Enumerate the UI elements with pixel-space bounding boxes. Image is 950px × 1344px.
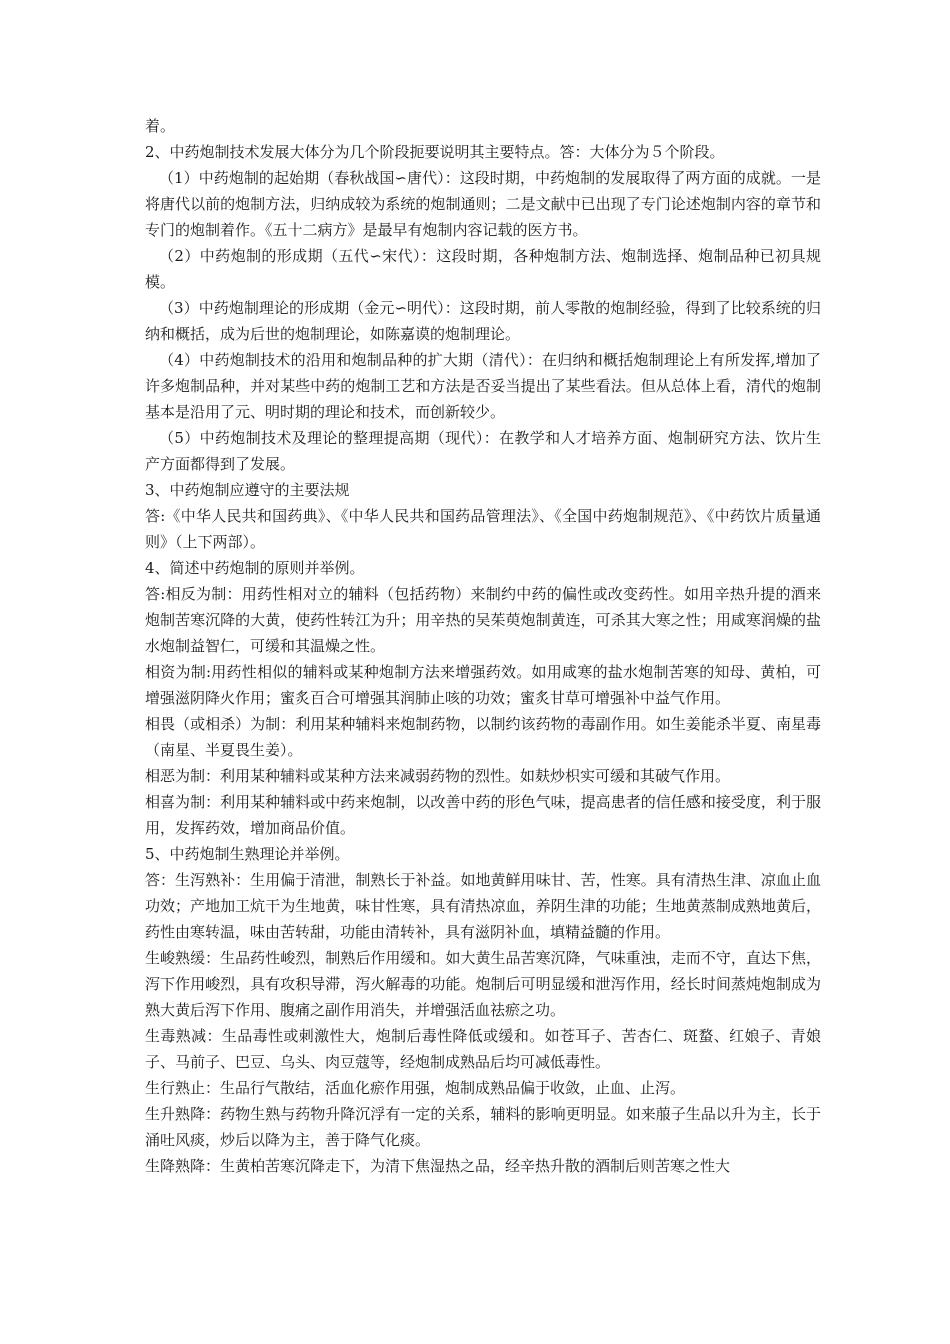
paragraph: （4）中药炮制技术的沿用和炮制品种的扩大期（清代）：在归纳和概括炮制理论上有所发挥,增加了许多炮制品种，并对某些中药的炮制工艺和方法是否妥当提出了某些看法。但从总体上看，清代的炮制基本是沿用了元、明时期的理论和技术，而创新较少。 (145, 351, 821, 421)
paragraph: 相喜为制：利用某种辅料或中药来炮制，以改善中药的形色气味，提高患者的信任感和接受度，利于服用，发挥药效，增加商品价值。 (145, 793, 821, 837)
paragraph: （1）中药炮制的起始期（春秋战国∽唐代）：这段时期，中药炮制的发展取得了两方面的成就。一是将唐代以前的炮制方法，归纳成较为系统的炮制通则；二是文献中已出现了专门论述炮制内容的章节和专门的炮制着作。《五十二病方》是最早有炮制内容记载的医方书。 (145, 169, 821, 239)
section-heading: 4、简述中药炮制的原则并举例。 (145, 559, 365, 577)
document-body (145, 113, 821, 1179)
paragraph: 生行熟止：生品行气散结，活血化瘀作用强，炮制成熟品偏于收敛，止血、止泻。 (145, 1079, 686, 1097)
paragraph: 生升熟降：药物生熟与药物升降沉浮有一定的关系，辅料的影响更明显。如来菔子生品以升为主，长于涌吐风痰，炒后以降为主，善于降气化痰。 (145, 1105, 821, 1149)
section-heading: 2、中药炮制技术发展大体分为几个阶段扼要说明其主要特点。答：大体分为５个阶段。 (145, 143, 725, 161)
paragraph: （3）中药炮制理论的形成期（金元∽明代）：这段时期，前人零散的炮制经验，得到了比较系统的归纳和概括，成为后世的炮制理论，如陈嘉谟的炮制理论。 (145, 299, 821, 343)
paragraph: 生毒熟减：生品毒性或刺激性大，炮制后毒性降低或缓和。如苍耳子、苦杏仁、斑蝥、红娘子、青娘子、马前子、巴豆、乌头、肉豆蔻等，经炮制成熟品后均可减低毒性。 (145, 1027, 821, 1071)
paragraph: （2）中药炮制的形成期（五代∽宋代）：这段时期，各种炮制方法、炮制选择、炮制品种已初具规模。 (145, 247, 821, 291)
paragraph: 答:相反为制：用药性相对立的辅料（包括药物）来制约中药的偏性或改变药性。如用辛热升提的酒来炮制苦寒沉降的大黄，使药性转江为升；用辛热的吴茱萸炮制黄连，可杀其大寒之性；用咸寒润燥的盐水炮制益智仁，可缓和其温燥之性。 (145, 585, 821, 655)
paragraph: 相畏（或相杀）为制：利用某种辅料来炮制药物，以制约该药物的毒副作用。如生姜能杀半夏、南星毒（南星、半夏畏生姜）。 (145, 715, 821, 759)
paragraph: 答：生泻熟补：生用偏于清泄，制熟长于补益。如地黄鲜用味甘、苦，性寒。具有清热生津、凉血止血功效；产地加工炕干为生地黄，味甘性寒，具有清热凉血，养阴生津的功能；生地黄蒸制成熟地黄后，药性由寒转温，味由苦转甜，功能由清转补，具有滋阴补血，填精益髓的作用。 (145, 871, 821, 941)
paragraph: 生峻熟缓：生品药性峻烈，制熟后作用缓和。如大黄生品苦寒沉降，气味重浊，走而不守，直达下焦，泻下作用峻烈，具有攻积导滞，泻火解毒的功能。炮制后可明显缓和泄泻作用，经长时间蒸炖炮制成为熟大黄后泻下作用、腹痛之副作用消失，并增强活血祛瘀之功。 (145, 949, 821, 1019)
paragraph: （5）中药炮制技术及理论的整理提高期（现代）：在教学和人才培养方面、炮制研究方法、饮片生产方面都得到了发展。 (145, 429, 821, 473)
paragraph: 相资为制:用药性相似的辅料或某种炮制方法来增强药效。如用咸寒的盐水炮制苦寒的知母、黄柏，可增强滋阴降火作用；蜜炙百合可增强其润肺止咳的功效；蜜炙甘草可增强补中益气作用。 (145, 663, 821, 707)
section-heading: 3、中药炮制应遵守的主要法规 (145, 481, 350, 499)
paragraph: 着。 (145, 117, 176, 135)
paragraph: 答:《中华人民共和国药典》、《中华人民共和国药品管理法》、《全国中药炮制规范》、《中药饮片质量通则》（上下两部）。 (145, 507, 821, 551)
paragraph: 相恶为制：利用某种辅料或某种方法来减弱药物的烈性。如麸炒枳实可缓和其破气作用。 (145, 767, 731, 785)
section-heading: 5、中药炮制生熟理论并举例。 (145, 845, 350, 863)
paragraph: 生降熟降：生黄柏苦寒沉降走下，为清下焦湿热之品，经辛热升散的酒制后则苦寒之性大 (145, 1157, 731, 1175)
